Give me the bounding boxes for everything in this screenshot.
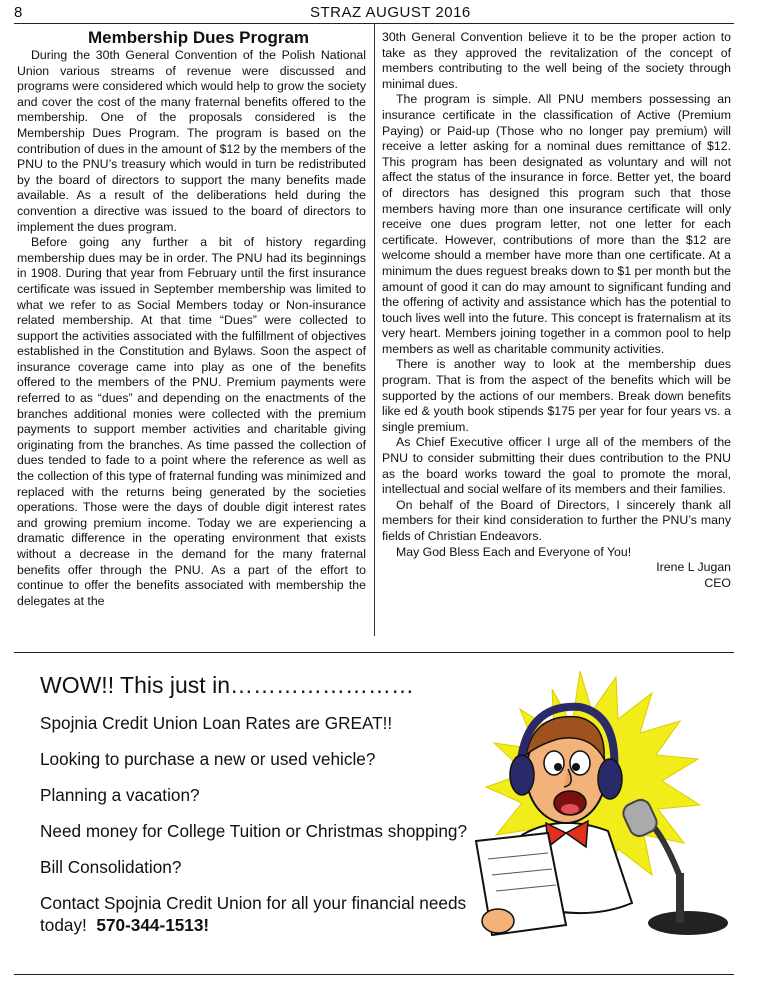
article-right-column: [382, 30, 731, 591]
eye-left: [544, 751, 564, 775]
article-left-column: [17, 28, 366, 609]
article-paragraph: On behalf of the Board of Directors, I sincerely thank all members for their kind consideration to further the PNU’s many fields of Christian Endeavors.: [382, 497, 731, 543]
article-paragraph: There is another way to look at the membership dues program. That is from the aspect of the benefits which will be supported by the actions of our members. Break down benefits like ed & youth book stipends $175 per year for four years vs. a single premium.: [382, 357, 731, 434]
ad-line: Need money for College Tuition or Christmas shopping?: [40, 821, 468, 841]
mic-base: [648, 911, 728, 935]
section-rule: [14, 652, 734, 653]
article-paragraph: During the 30th General Convention of the Polish National Union various streams of revenue were discussed and programs were considered which would help to grow the society and cover the cost of the many fraternal benefits offered to the membership. One of the proposals considered is the Membership Dues Program. The program is based on the contribution of dues in the amount of $12 by the members of the PNU to the PNU’s treasury which would in turn be redistributed by the board of directors to support the many benefits made available. As a result of the deliberations held during the convention a directive was issued to the board of directors to implement the dues program.: [17, 48, 366, 234]
footer-rule: [14, 974, 734, 975]
ad-line: Looking to purchase a new or used vehicle?: [40, 749, 376, 769]
masthead: STRAZ AUGUST 2016: [310, 4, 471, 21]
article-paragraph: Before going any further a bit of history regarding membership dues may be in order. The PNU had its beginnings in 1908. During that year from February until the first insurance certificate was issued in September membership was limited to what we refer to as Social Members today or Non-insurance related membership. At that time “Dues” were collected to support the activities associated with the fulfillment of objectives established in the Constitution and Bylaws. Soon the aspect of insurance coverage came into play as one of the benefits offered to the members of the PNU. Premium payments were referred to as “dues” and depending on the enactments of the branches additional monies were collected with the premium payments to support member activities and charitable giving originating from the branches. As time passed the collection of dues tended to fade to a point where the reference as well as the collection of this type of fraternal funding was minimized and replaced with the returns being generated by the societies operations. Those were the days of double digit interest rates and growing premium income. Today we are experiencing a dramatic difference in the operating environment that exists without a decrease in the demand for the many fraternal benefits offer through the PNU. As a part of the effort to continue to offer the benefits associated with membership the delegates at the: [17, 235, 366, 608]
ad-phone-number: 570-344-1513!: [96, 915, 210, 935]
signature-title: CEO: [704, 575, 731, 590]
column-divider: [374, 24, 375, 636]
ad-line: Spojnia Credit Union Loan Rates are GREAT!!: [40, 713, 393, 733]
article-paragraph: The program is simple. All PNU members possessing an insurance certificate in the classification of Active (Premium Paying) or Paid-up (Those who no longer pay premium) will receive a letter asking for a nominal dues remittance of $12. This program has been designated as voluntary and will not affect the status of the insurance in force. Better yet, the board of directors has designed this program such that those members having more than one insurance certificate will only receive one dues program letter, not one letter for each certificate. However, contributions of more than the $12 are welcome should a member have more than one certificate. At a minimum the dues reguest breaks down to $1 per month but the amount of good it can do may amount to significant funding and the offering of activity and assistance which has the potential to touch lives well into the future. This concept is fraternalism at its very heart. Members joining together in a common pool to help members as well as charitable community activities.: [382, 92, 731, 356]
article-title: Membership Dues Program: [87, 28, 310, 47]
mic-stand: [676, 873, 684, 923]
ad-line: Planning a vacation?: [40, 785, 200, 805]
ad-title: WOW!! This just in……………………: [40, 672, 414, 698]
headphone-right: [598, 759, 622, 799]
ad-contact-line: [40, 892, 480, 936]
credit-union-ad: [40, 672, 480, 950]
signature-name: Irene L Jugan: [656, 560, 731, 575]
radio-announcer-illustration: [430, 663, 760, 973]
article-paragraph: As Chief Executive officer I urge all of the members of the PNU to consider submitting their dues contribution to the PNU as the board works toward the goal to promote the moral, intellectual and social welfare of its members and their families.: [382, 435, 731, 497]
ad-contact-text: Contact Spojnia Credit Union for all your financial needs today!: [40, 893, 467, 935]
page-header: [14, 4, 734, 24]
headphone-left: [510, 755, 534, 795]
article-paragraph: 30th General Convention believe it to be the proper action to take as they approved the revitalization of the concept of members contributing to the well being of the society through minimal dues.: [382, 30, 731, 91]
hand: [482, 909, 514, 933]
article-paragraph: May God Bless Each and Everyone of You!: [396, 544, 632, 559]
ad-line: Bill Consolidation?: [40, 857, 182, 877]
page-number: 8: [14, 4, 23, 21]
